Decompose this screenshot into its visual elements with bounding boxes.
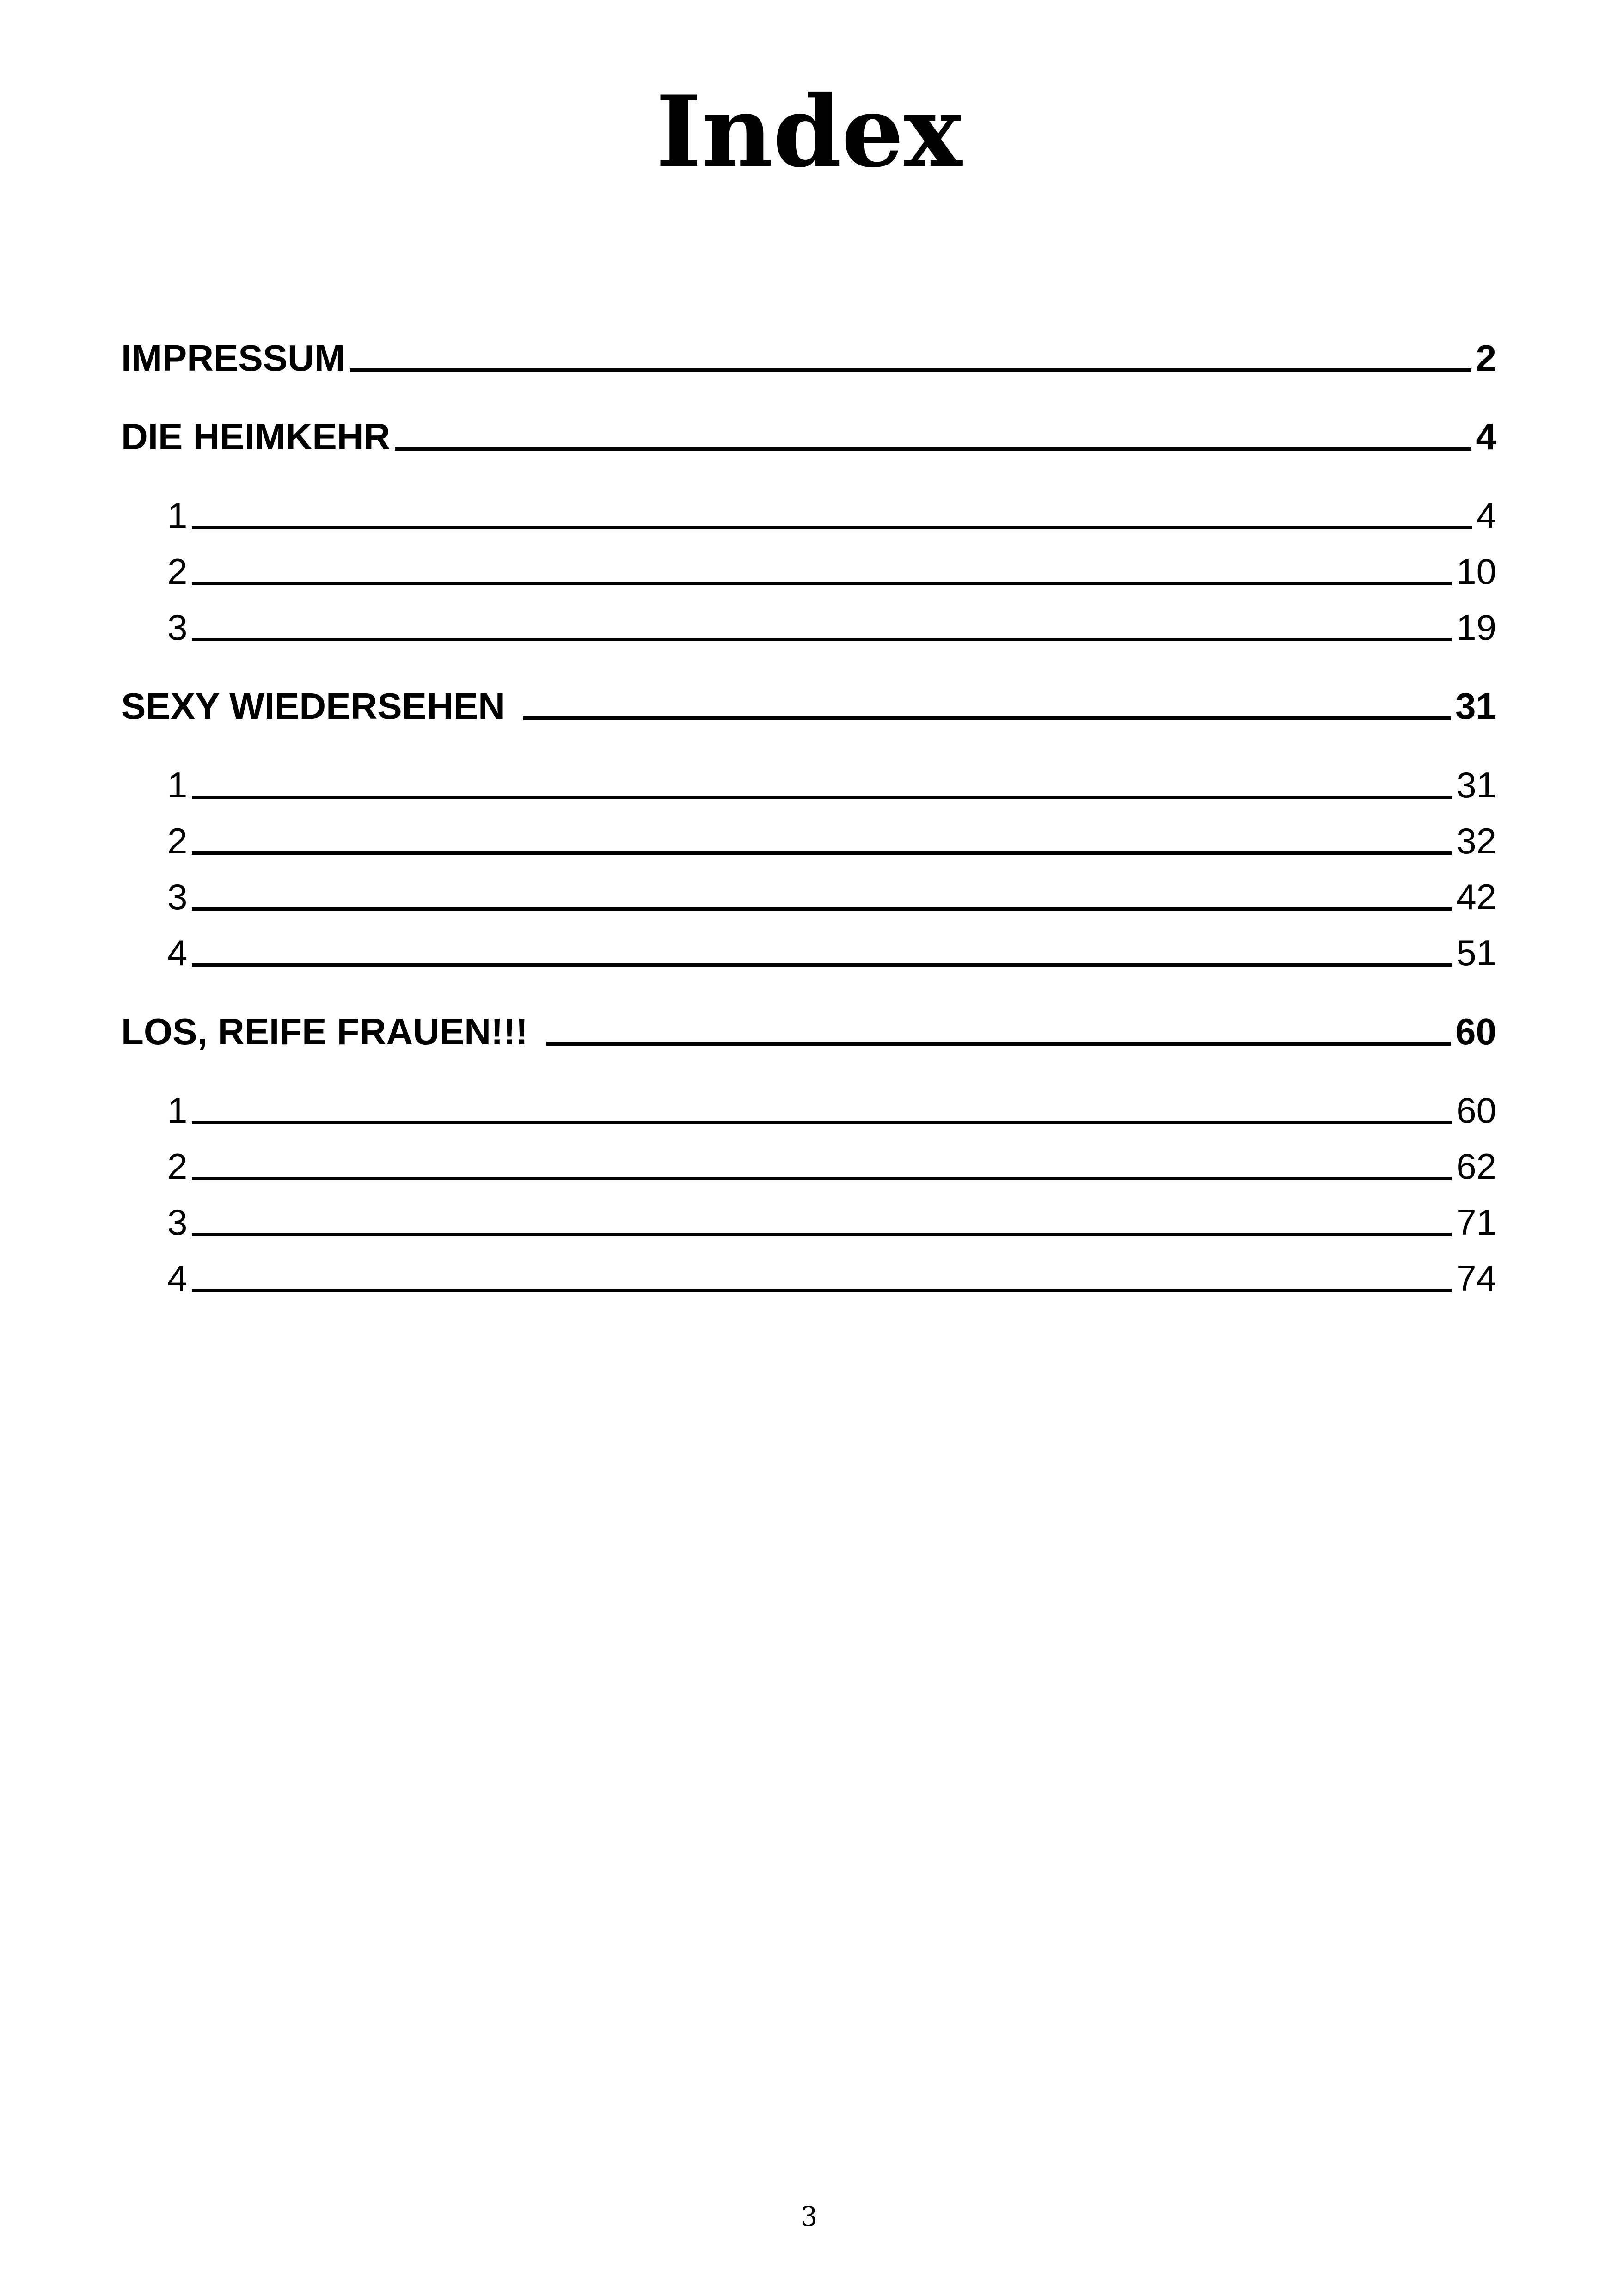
toc-leader-line [192, 907, 1452, 911]
toc-leader-line [192, 638, 1452, 641]
toc-subentry[interactable] [167, 874, 1496, 920]
toc-entry-page: 2 [1476, 337, 1496, 379]
toc-subentry-label: 1 [167, 1090, 188, 1131]
toc-leader-line [192, 1289, 1452, 1292]
toc-subentry[interactable] [167, 1087, 1496, 1133]
toc-subentry-label: 1 [167, 495, 188, 536]
toc-leader-line [546, 1042, 1451, 1046]
toc-subentry-page: 42 [1456, 876, 1496, 917]
page-number: 3 [800, 2201, 818, 2232]
toc-entry-label: IMPRESSUM [121, 337, 345, 379]
toc-leader-line [192, 1233, 1452, 1236]
toc-entry-label: SEXY WIEDERSEHEN [121, 686, 505, 727]
toc-leader-line [192, 1177, 1452, 1180]
toc-subentry[interactable] [167, 1143, 1496, 1189]
toc-leader-line [192, 582, 1452, 585]
toc-subentry-page: 31 [1456, 765, 1496, 805]
toc-leader-line [395, 447, 1471, 451]
toc-entry-label: DIE HEIMKEHR [121, 416, 391, 457]
toc-subentry-page: 51 [1456, 932, 1496, 973]
toc-subentry[interactable] [167, 1199, 1496, 1245]
toc-entry-page: 60 [1455, 1011, 1496, 1052]
toc-leader-line [192, 526, 1471, 529]
toc-subentry-page: 32 [1456, 820, 1496, 861]
toc-subentry-page: 74 [1456, 1258, 1496, 1298]
toc-subentry-page: 19 [1456, 607, 1496, 648]
toc-subentry-label: 3 [167, 1202, 188, 1243]
toc-subentry-page: 71 [1456, 1202, 1496, 1243]
toc-subentry-page: 10 [1456, 551, 1496, 592]
toc-subentry[interactable] [167, 930, 1496, 976]
toc-subentry[interactable] [167, 1255, 1496, 1301]
toc-leader-line [192, 796, 1452, 799]
toc-subentry-label: 3 [167, 607, 188, 648]
toc-entry-label: LOS, REIFE FRAUEN!!! [121, 1011, 528, 1052]
toc-subentry-page: 4 [1476, 495, 1496, 536]
toc-subentry[interactable] [167, 818, 1496, 864]
toc-entry-page: 31 [1455, 686, 1496, 727]
toc-leader-line [523, 716, 1451, 720]
toc-leader-line [350, 368, 1471, 372]
toc-subentry-label: 1 [167, 765, 188, 805]
toc-subentry-label: 2 [167, 820, 188, 861]
toc-subentry-page: 60 [1456, 1090, 1496, 1131]
toc-leader-line [192, 851, 1452, 855]
toc-subentry[interactable] [167, 604, 1496, 650]
page-title: Index [656, 74, 962, 189]
toc-subentry[interactable] [167, 762, 1496, 808]
toc-subentry-page: 62 [1456, 1146, 1496, 1187]
toc-leader-line [192, 1121, 1452, 1124]
toc-subentry-label: 4 [167, 932, 188, 973]
toc-entry-sexy-wiedersehen[interactable] [121, 683, 1496, 729]
toc-subentry-label: 2 [167, 1146, 188, 1187]
toc-entry-los-reife-frauen[interactable] [121, 1009, 1496, 1055]
toc-subentry[interactable] [167, 492, 1496, 539]
toc-subentry-label: 4 [167, 1258, 188, 1298]
toc-subentry-label: 3 [167, 876, 188, 917]
toc-entry-impressum[interactable] [121, 335, 1496, 381]
toc-subentry[interactable] [167, 548, 1496, 594]
toc-entry-die-heimkehr[interactable] [121, 414, 1496, 460]
toc-entry-page: 4 [1476, 416, 1496, 457]
toc-subentry-label: 2 [167, 551, 188, 592]
toc-leader-line [192, 963, 1452, 967]
